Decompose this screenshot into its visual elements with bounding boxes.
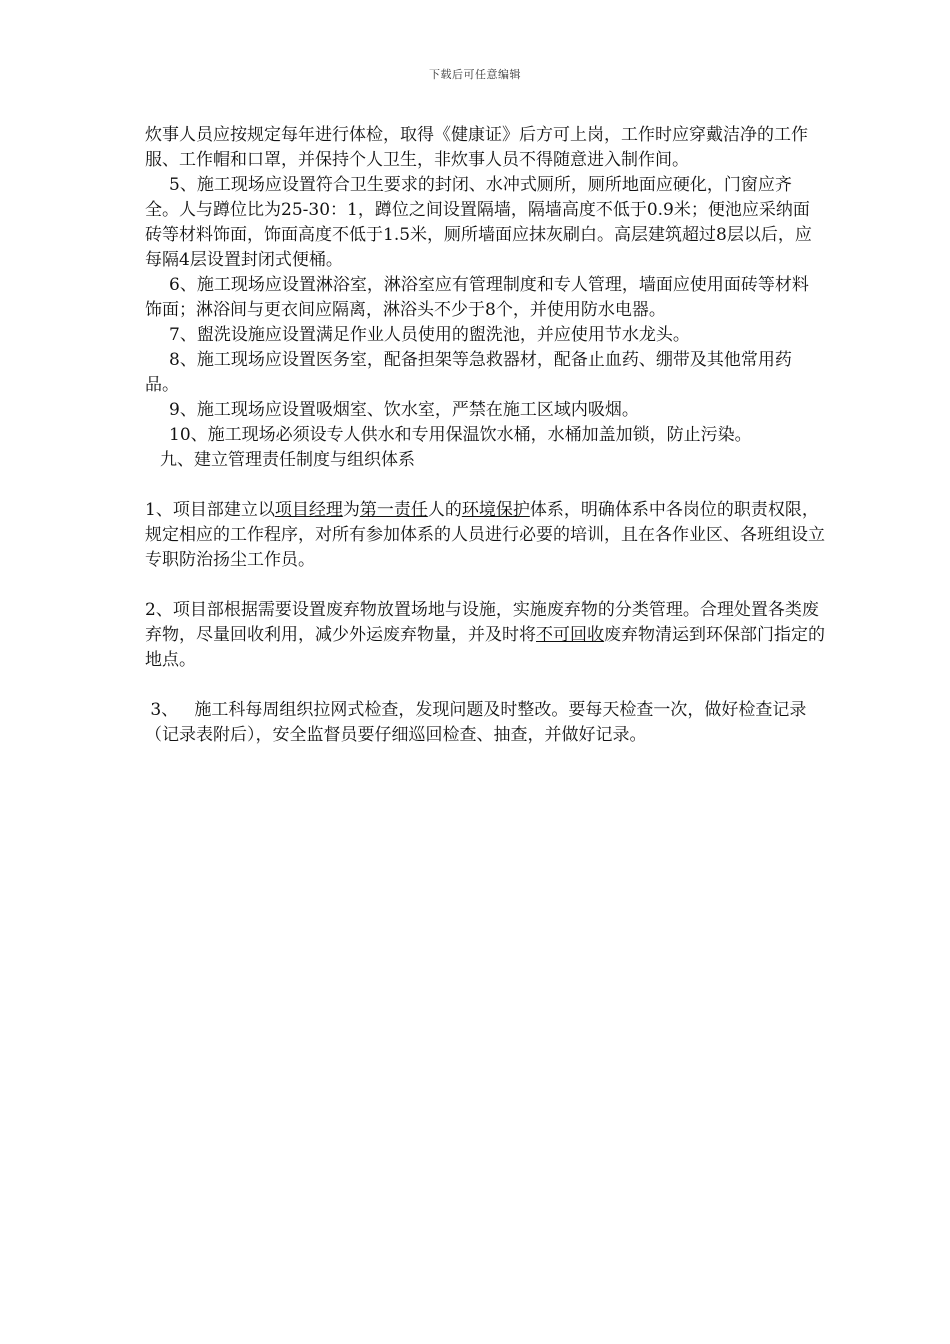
underlined-term: 环境保护: [461, 500, 530, 520]
document-body: [145, 123, 825, 748]
text-run: 废弃物清运到环保部门指定的地点。: [145, 625, 825, 670]
paragraph-item-9: 9、施工现场应设置吸烟室、饮水室，严禁在施工区域内吸烟。: [169, 400, 639, 420]
paragraph-item-6: 6、施工现场应设置淋浴室，淋浴室应有管理制度和专人管理，墙面应使用面砖等材料饰面；淋浴间与更衣间应隔离，淋浴头不少于8个，并使用防水电器。: [145, 275, 809, 320]
text-run: 1、项目部建立以: [145, 500, 275, 520]
paragraph-responsibility-1: [145, 498, 825, 573]
page-header: 下载后可任意编辑: [429, 68, 521, 81]
text-run: 体系，明确体系中各岗位的职责权限，规定相应的工作程序，对所有参加体系的人员进行必要的培训，且在各作业区、各班组设立专职防治扬尘工作员。: [145, 500, 825, 570]
underlined-term: 第一责任: [359, 500, 428, 520]
paragraph-kitchen-staff: 炊事人员应按规定每年进行体检，取得《健康证》后方可上岗，工作时应穿戴洁净的工作服、工作帽和口罩，并保持个人卫生，非炊事人员不得随意进入制作间。: [145, 125, 808, 170]
text-run: 2、项目部根据需要设置废弃物放置场地与设施，实施废弃物的分类管理。合理处置各类废弃物，尽量回收利用，减少外运废弃物量，并及时将: [145, 600, 819, 645]
text-run: 人的: [427, 500, 462, 520]
paragraph-item-8: 8、施工现场应设置医务室，配备担架等急救器材，配备止血药、绷带及其他常用药品。: [145, 350, 792, 395]
paragraph-responsibility-2: [145, 598, 825, 673]
underlined-term: 项目经理: [274, 500, 343, 520]
paragraph-item-7: 7、盥洗设施应设置满足作业人员使用的盥洗池，并应使用节水龙头。: [169, 325, 690, 345]
paragraph-item-5: 5、施工现场应设置符合卫生要求的封闭、水冲式厕所，厕所地面应硬化，门窗应齐全。人与蹲位比为25-30：1，蹲位之间设置隔墙，隔墙高度不低于0.9米；便池应采纳面砖等材料饰面，饰面高度不低于1.5米，厕所墙面应抹灰刷白。高层建筑超过8层以后，应每隔4层设置封闭式便桶。: [145, 175, 812, 270]
text-run: 为: [342, 500, 360, 520]
paragraph-responsibility-3: 3、 施工科每周组织拉网式检查，发现问题及时整改。要每天检查一次，做好检查记录（记录表附后），安全监督员要仔细巡回检查、抽查，并做好记录。: [145, 700, 807, 745]
section-heading: 九、建立管理责任制度与组织体系: [160, 450, 415, 470]
paragraph-item-10: 10、施工现场必须设专人供水和专用保温饮水桶，水桶加盖加锁，防止污染。: [169, 425, 752, 445]
underlined-term: 不可回收: [536, 625, 604, 645]
